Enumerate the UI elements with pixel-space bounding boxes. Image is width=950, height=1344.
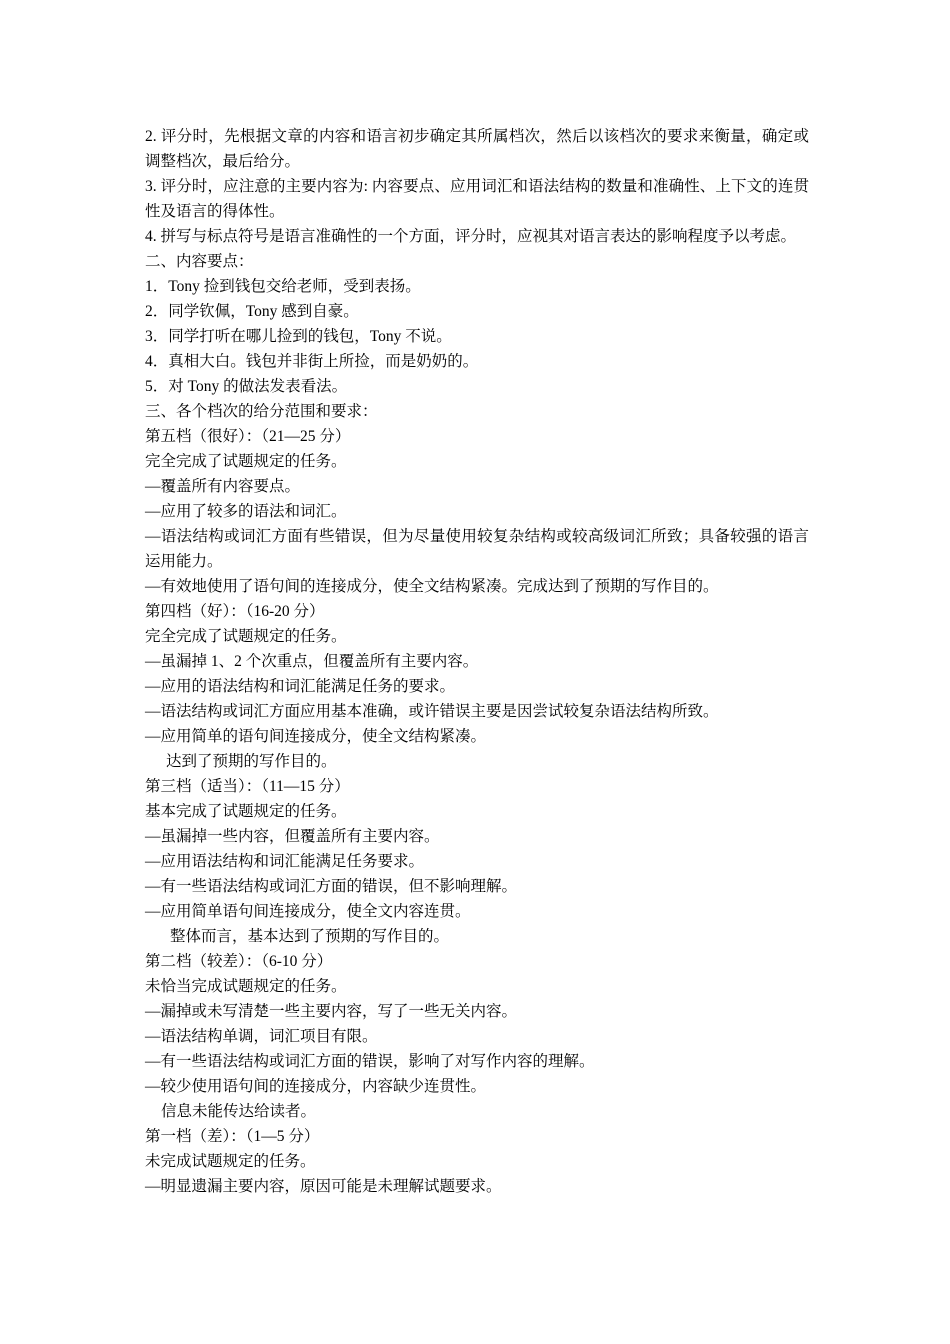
grade-3-closing: 整体而言，基本达到了预期的写作目的。 bbox=[170, 928, 450, 945]
section-grading-heading: 三、各个档次的给分范围和要求： bbox=[145, 403, 378, 420]
scoring-note-2: 2. 评分时，先根据文章的内容和语言初步确定其所属档次，然后以该档次的要求来衡量，确定或调整档次，最后给分。 bbox=[145, 128, 809, 170]
grade-2-closing: 信息未能传达给读者。 bbox=[161, 1103, 317, 1120]
section-content-points-heading: 二、内容要点： bbox=[145, 253, 254, 270]
document-body bbox=[145, 124, 809, 1199]
content-point: 3．同学打听在哪儿捡到的钱包，Tony 不说。 bbox=[145, 328, 452, 345]
content-point: 2．同学钦佩，Tony 感到自豪。 bbox=[145, 303, 359, 320]
content-point: 5．对 Tony 的做法发表看法。 bbox=[145, 378, 348, 395]
grade-2-line: —语法结构单调，词汇项目有限。 bbox=[145, 1028, 378, 1045]
grade-2-line: —有一些语法结构或词汇方面的错误，影响了对写作内容的理解。 bbox=[145, 1053, 595, 1070]
grade-5-line: —有效地使用了语句间的连接成分，使全文结构紧凑。完成达到了预期的写作目的。 bbox=[145, 578, 719, 595]
grade-3-title: 第三档（适当）：（11—15 分） bbox=[145, 778, 350, 795]
content-point: 4．真相大白。钱包并非街上所捡，而是奶奶的。 bbox=[145, 353, 479, 370]
grade-4-line: —语法结构或词汇方面应用基本准确，或许错误主要是因尝试较复杂语法结构所致。 bbox=[145, 703, 719, 720]
grade-5-line: —覆盖所有内容要点。 bbox=[145, 478, 301, 495]
grade-5-title: 第五档（很好）：（21—25 分） bbox=[145, 428, 351, 445]
grade-3-line: —应用简单语句间连接成分，使全文内容连贯。 bbox=[145, 903, 471, 920]
grade-4-line: 完全完成了试题规定的任务。 bbox=[145, 628, 347, 645]
grade-3-line: —应用语法结构和词汇能满足任务要求。 bbox=[145, 853, 425, 870]
grade-4-line: —虽漏掉 1、2 个次重点，但覆盖所有主要内容。 bbox=[145, 653, 479, 670]
grade-2-line: —漏掉或未写清楚一些主要内容，写了一些无关内容。 bbox=[145, 1003, 518, 1020]
grade-2-title: 第二档（较差）：（6-10 分） bbox=[145, 953, 333, 970]
grade-5-line: —应用了较多的语法和词汇。 bbox=[145, 503, 347, 520]
grade-5-line: 完全完成了试题规定的任务。 bbox=[145, 453, 347, 470]
scoring-note-3: 3. 评分时，应注意的主要内容为: 内容要点、应用词汇和语法结构的数量和准确性、上下文的连贯性及语言的得体性。 bbox=[145, 178, 809, 220]
grade-3-line: —有一些语法结构或词汇方面的错误，但不影响理解。 bbox=[145, 878, 518, 895]
scoring-note-4: 4. 拼写与标点符号是语言准确性的一个方面，评分时，应视其对语言表达的影响程度予以考虑。 bbox=[145, 228, 797, 245]
grade-4-closing: 达到了预期的写作目的。 bbox=[166, 753, 337, 770]
grade-2-line: —较少使用语句间的连接成分，内容缺少连贯性。 bbox=[145, 1078, 487, 1095]
grade-4-line: —应用简单的语句间连接成分，使全文结构紧凑。 bbox=[145, 728, 487, 745]
grade-1-title: 第一档（差）：（1—5 分） bbox=[145, 1128, 320, 1145]
grade-5-line: —语法结构或词汇方面有些错误，但为尽量使用较复杂结构或较高级词汇所致；具备较强的语言运用能力。 bbox=[145, 528, 809, 570]
grade-1-line: —明显遗漏主要内容，原因可能是未理解试题要求。 bbox=[145, 1178, 502, 1195]
grade-3-line: —虽漏掉一些内容，但覆盖所有主要内容。 bbox=[145, 828, 440, 845]
grade-2-line: 未恰当完成试题规定的任务。 bbox=[145, 978, 347, 995]
grade-3-line: 基本完成了试题规定的任务。 bbox=[145, 803, 347, 820]
content-point: 1．Tony 捡到钱包交给老师，受到表扬。 bbox=[145, 278, 421, 295]
grade-1-line: 未完成试题规定的任务。 bbox=[145, 1153, 316, 1170]
grade-4-line: —应用的语法结构和词汇能满足任务的要求。 bbox=[145, 678, 456, 695]
grade-4-title: 第四档（好）：（16-20 分） bbox=[145, 603, 325, 620]
